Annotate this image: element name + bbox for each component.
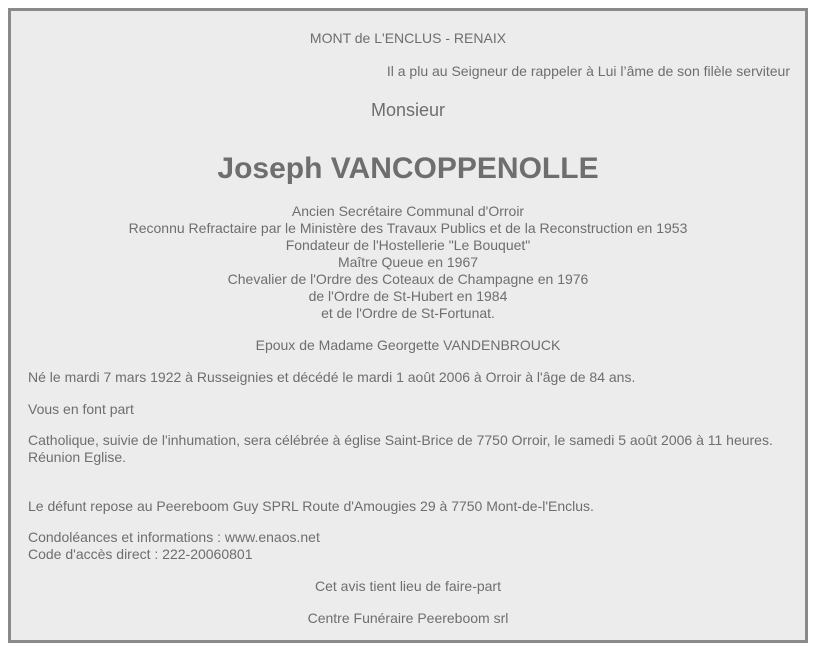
contact-block <box>28 529 788 563</box>
faire-part-note: Cet avis tient lieu de faire-part <box>315 578 501 594</box>
reposes-line: Le défunt repose au Peereboom Guy SPRL Route d'Amougies 29 à 7750 Mont-de-l'Enclus. <box>28 498 594 514</box>
condolences-info: Condoléances et informations : www.enaos.net <box>28 529 320 545</box>
qualification-line: Chevalier de l'Ordre des Coteaux de Champagne en 1976 <box>227 271 589 287</box>
location-heading: MONT de L'ENCLUS - RENAIX <box>309 30 507 46</box>
honorific-title: Monsieur <box>370 100 446 120</box>
death-notice-card <box>8 8 808 643</box>
spouse-line: Epoux de Madame Georgette VANDENBROUCK <box>255 337 561 353</box>
ceremony-text: Catholique, suivie de l'inhumation, sera célébrée à église Saint-Brice de 7750 Orroir, le samedi 5 août 2006 à 11 heures. <box>28 432 773 448</box>
birth-death-line: Né le mardi 7 mars 1922 à Russeignies et décédé le mardi 1 août 2006 à Orroir à l'âge de 84 ans. <box>28 369 636 385</box>
announcement-line: Vous en font part <box>28 401 134 417</box>
qualifications-list <box>11 203 805 322</box>
funeral-company: Centre Funéraire Peereboom srl <box>307 610 509 626</box>
qualification-line: Maître Queue en 1967 <box>337 254 479 270</box>
notice-content <box>11 11 805 640</box>
qualification-line: Ancien Secrétaire Communal d'Orroir <box>291 203 525 219</box>
qualification-line: de l'Ordre de St-Hubert en 1984 <box>308 288 508 304</box>
intro-text: Il a plu au Seigneur de rappeler à Lui l’âme de son filèle serviteur <box>386 63 790 79</box>
access-code: Code d'accès direct : 222-20060801 <box>28 546 253 562</box>
qualification-line: Reconnu Refractaire par le Ministère des Travaux Publics et de la Reconstruction en 1953 <box>128 220 688 236</box>
gathering-text: Réunion Eglise. <box>28 449 127 465</box>
qualification-line: Fondateur de l'Hostellerie "Le Bouquet" <box>285 237 531 253</box>
qualification-line: et de l'Ordre de St-Fortunat. <box>321 305 495 321</box>
ceremony-block <box>28 432 788 466</box>
deceased-name: Joseph VANCOPPENOLLE <box>217 152 599 185</box>
